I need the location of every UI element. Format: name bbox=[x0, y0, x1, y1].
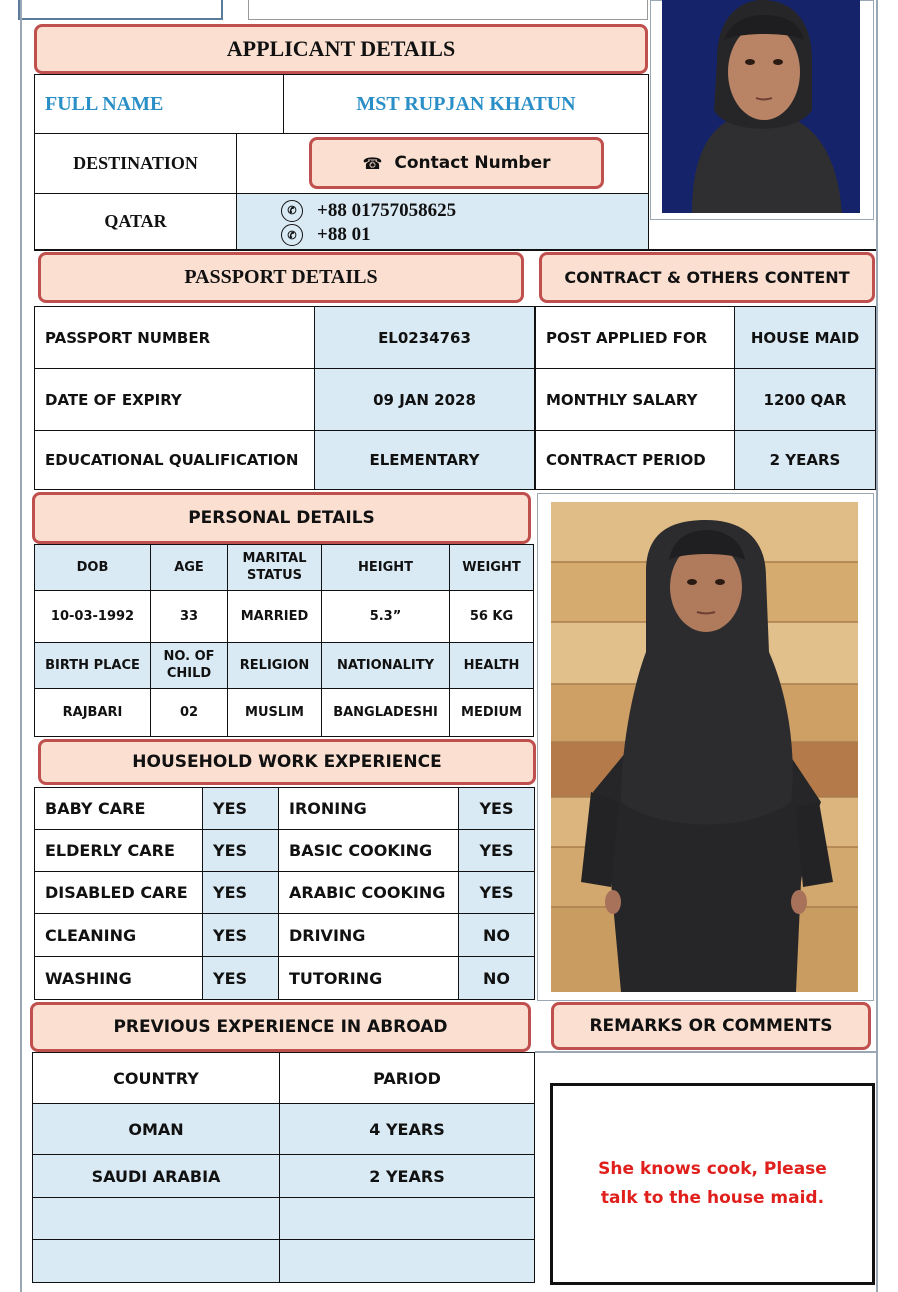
applicant-details-header: APPLICANT DETAILS bbox=[34, 24, 648, 74]
period-column-header: PARIOD bbox=[279, 1052, 535, 1104]
nationality-value: BANGLADESHI bbox=[321, 688, 450, 737]
health-value: MEDIUM bbox=[449, 688, 534, 737]
abroad-country-3 bbox=[32, 1197, 280, 1240]
age-value: 33 bbox=[150, 590, 228, 643]
skill-driving: DRIVING bbox=[278, 913, 459, 957]
height-value: 5.3” bbox=[321, 590, 450, 643]
full-name-label: FULL NAME bbox=[34, 74, 284, 134]
top-title-box bbox=[248, 0, 648, 20]
abroad-period-4 bbox=[279, 1239, 535, 1283]
contract-period-value: 2 YEARS bbox=[734, 430, 876, 490]
skill-driving-value: NO bbox=[458, 913, 535, 957]
applicant-portrait-image bbox=[662, 0, 860, 213]
skill-basic-cooking: BASIC COOKING bbox=[278, 829, 459, 872]
nationality-header: NATIONALITY bbox=[321, 642, 450, 689]
passport-number-value: EL0234763 bbox=[314, 306, 535, 369]
abroad-country-4 bbox=[32, 1239, 280, 1283]
contact-number-header bbox=[309, 137, 604, 189]
contract-others-header: CONTRACT & OTHERS CONTENT bbox=[539, 252, 875, 303]
skill-ironing: IRONING bbox=[278, 787, 459, 830]
page-right-border bbox=[876, 0, 878, 1292]
marital-status-value: MARRIED bbox=[227, 590, 322, 643]
skill-arabic-cooking-value: YES bbox=[458, 871, 535, 914]
phone-number-2: +88 01 bbox=[317, 224, 371, 245]
post-applied-value: HOUSE MAID bbox=[734, 306, 876, 369]
weight-value: 56 KG bbox=[449, 590, 534, 643]
weight-header: WEIGHT bbox=[449, 544, 534, 591]
skill-disabled-care-value: YES bbox=[202, 871, 279, 914]
passport-photo bbox=[662, 0, 860, 213]
skill-washing: WASHING bbox=[34, 956, 203, 1000]
abroad-period-2: 2 YEARS bbox=[279, 1154, 535, 1198]
height-header: HEIGHT bbox=[321, 544, 450, 591]
date-of-expiry-value: 09 JAN 2028 bbox=[314, 368, 535, 431]
post-applied-label: POST APPLIED FOR bbox=[535, 306, 735, 369]
remarks-box bbox=[550, 1083, 875, 1285]
full-name-value: MST RUPJAN KHATUN bbox=[283, 74, 649, 134]
education-label: EDUCATIONAL QUALIFICATION bbox=[34, 430, 315, 490]
religion-value: MUSLIM bbox=[227, 688, 322, 737]
marital-status-header: MARITAL STATUS bbox=[227, 544, 322, 591]
skill-washing-value: YES bbox=[202, 956, 279, 1000]
remarks-text: She knows cook, Please talk to the house maid. bbox=[598, 1159, 827, 1208]
dob-header: DOB bbox=[34, 544, 151, 591]
no-of-child-value: 02 bbox=[150, 688, 228, 737]
skill-cleaning-value: YES bbox=[202, 913, 279, 957]
religion-header: RELIGION bbox=[227, 642, 322, 689]
abroad-period-3 bbox=[279, 1197, 535, 1240]
top-ref-box bbox=[18, 0, 223, 20]
skill-baby-care-value: YES bbox=[202, 787, 279, 830]
skill-arabic-cooking: ARABIC COOKING bbox=[278, 871, 459, 914]
full-body-photo bbox=[551, 502, 858, 992]
contract-period-label: CONTRACT PERIOD bbox=[535, 430, 735, 490]
remarks-divider bbox=[535, 1051, 877, 1053]
abroad-country-2: SAUDI ARABIA bbox=[32, 1154, 280, 1198]
household-work-experience-header: HOUSEHOLD WORK EXPERIENCE bbox=[38, 739, 536, 785]
birth-place-value: RAJBARI bbox=[34, 688, 151, 737]
birth-place-header: BIRTH PLACE bbox=[34, 642, 151, 689]
remarks-comments-header: REMARKS OR COMMENTS bbox=[551, 1002, 871, 1050]
skill-elderly-care-value: YES bbox=[202, 829, 279, 872]
skill-baby-care: BABY CARE bbox=[34, 787, 203, 830]
skill-cleaning: CLEANING bbox=[34, 913, 203, 957]
contact-number-label: Contact Number bbox=[394, 153, 551, 173]
monthly-salary-value: 1200 QAR bbox=[734, 368, 876, 431]
abroad-period-1: 4 YEARS bbox=[279, 1103, 535, 1155]
monthly-salary-label: MONTHLY SALARY bbox=[535, 368, 735, 431]
date-of-expiry-label: DATE OF EXPIRY bbox=[34, 368, 315, 431]
abroad-country-1: OMAN bbox=[32, 1103, 280, 1155]
personal-details-header: PERSONAL DETAILS bbox=[32, 492, 531, 544]
skill-disabled-care: DISABLED CARE bbox=[34, 871, 203, 914]
page-left-border bbox=[20, 0, 22, 1292]
previous-experience-abroad-header: PREVIOUS EXPERIENCE IN ABROAD bbox=[30, 1002, 531, 1052]
skill-tutoring: TUTORING bbox=[278, 956, 459, 1000]
telephone-icon: ☎ bbox=[362, 153, 383, 173]
phone-number-1: +88 01757058625 bbox=[317, 199, 457, 221]
education-value: ELEMENTARY bbox=[314, 430, 535, 490]
phone-circle-icon: ✆ bbox=[281, 224, 303, 246]
age-header: AGE bbox=[150, 544, 228, 591]
skill-ironing-value: YES bbox=[458, 787, 535, 830]
skill-basic-cooking-value: YES bbox=[458, 829, 535, 872]
phone-line-2[interactable] bbox=[281, 223, 648, 247]
dob-value: 10-03-1992 bbox=[34, 590, 151, 643]
no-of-child-header: NO. OF CHILD bbox=[150, 642, 228, 689]
health-header: HEALTH bbox=[449, 642, 534, 689]
passport-number-label: PASSPORT NUMBER bbox=[34, 306, 315, 369]
passport-details-header: PASSPORT DETAILS bbox=[38, 252, 524, 303]
phone-numbers-cell bbox=[236, 193, 649, 250]
destination-value: QATAR bbox=[34, 193, 237, 250]
section-divider bbox=[34, 249, 876, 251]
skill-tutoring-value: NO bbox=[458, 956, 535, 1000]
applicant-full-body-image bbox=[551, 502, 858, 992]
skill-elderly-care: ELDERLY CARE bbox=[34, 829, 203, 872]
country-column-header: COUNTRY bbox=[32, 1052, 280, 1104]
phone-circle-icon: ✆ bbox=[281, 200, 303, 222]
destination-label: DESTINATION bbox=[34, 133, 237, 194]
phone-line-1[interactable] bbox=[281, 198, 648, 223]
